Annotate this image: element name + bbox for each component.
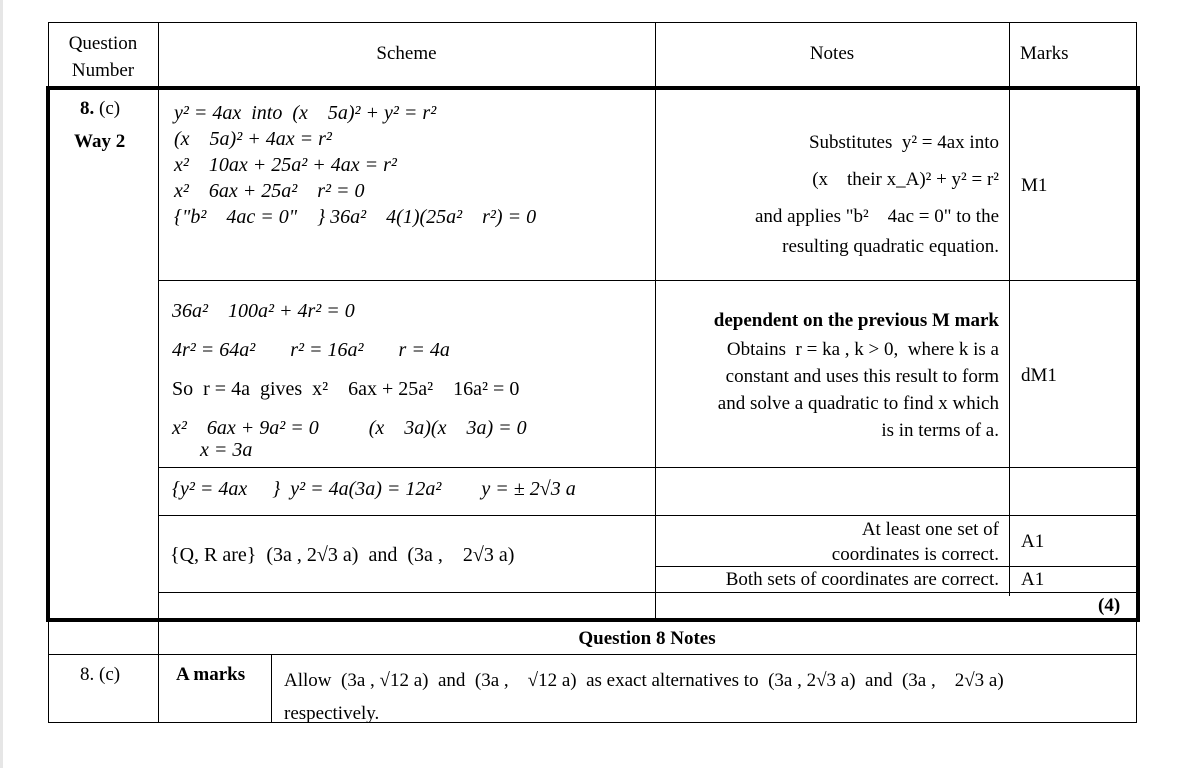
header-scheme: Scheme — [376, 43, 437, 64]
notes-row-1b: and applies "b² 4ac = 0" to the resulting quadratic equation. — [754, 206, 999, 257]
mark-a1-second: A1 — [1021, 569, 1045, 590]
question-notes-title: Question 8 Notes — [578, 628, 716, 649]
scheme-row-2: 36a² 100a² + 4r² = 0 4r² = 64a² r² = 16a² r = 4a So r = 4a gives x² 6ax + 25a² 16a² = 0 x² 6ax + 9a² = 0 (x 3a)(x 3a) = 0 — [172, 300, 527, 439]
scheme-row-2-x: x = 3a — [200, 439, 253, 461]
question-label: 8. (c) — [80, 98, 121, 119]
row-divider — [48, 654, 1137, 655]
notes-row-5: Both sets of coordinates are correct. — [725, 569, 999, 590]
row-divider — [158, 280, 1138, 281]
question-notes-text: Allow (3a , √12 a) and (3a , √12 a) as exact alternatives to (3a , 2√3 a) and (3a , 2√3 a) respectively. — [284, 670, 1004, 724]
notes-row-1: Substitutes y² = 4ax into (x their x_A)² + y² = r² — [808, 132, 999, 190]
table-border — [48, 22, 1137, 23]
scheme-row-1: y² = 4ax into (x 5a)² + y² = r² (x 5a)² + 4ax = r² x² 10ax + 25a² + 4ax = r² x² 6ax + 25a² r² = 0 {"b² 4ac = 0" } 36a² 4(1)(25a² r²) = 0 — [174, 102, 537, 228]
notes-row-2: Obtains r = ka , k > 0, where k is a constant and uses this result to form and solve a quadratic to find x which is in terms of a. — [717, 339, 999, 441]
question-notes-label: 8. (c) — [80, 664, 121, 685]
header-notes: Notes — [809, 43, 855, 64]
table-border — [1136, 22, 1137, 87]
row-divider — [158, 592, 1138, 593]
row-divider — [158, 467, 1138, 468]
mark-dm1: dM1 — [1021, 365, 1057, 386]
table-border — [48, 620, 49, 722]
header-question-number: Question Number — [68, 33, 138, 81]
column-divider — [271, 654, 272, 722]
scheme-row-3: {y² = 4ax } y² = 4a(3a) = 12a² y = ± 2√3 a — [172, 478, 576, 500]
table-border — [1136, 620, 1137, 722]
mark-a1-first: A1 — [1021, 531, 1045, 552]
scheme-row-4: {Q, R are} (3a , 2√3 a) and (3a , 2√3 a) — [170, 544, 515, 566]
way-label: Way 2 — [74, 131, 126, 152]
page-edge — [0, 0, 3, 768]
notes-row-2-bold: dependent on the previous M mark — [713, 310, 999, 331]
notes-row-4: At least one set of coordinates is correct. — [831, 519, 999, 565]
header-marks: Marks — [1020, 43, 1069, 64]
question-notes-category: A marks — [176, 664, 246, 685]
total-marks: (4) — [1098, 595, 1121, 616]
row-divider — [158, 515, 1138, 516]
mark-m1: M1 — [1021, 175, 1048, 196]
